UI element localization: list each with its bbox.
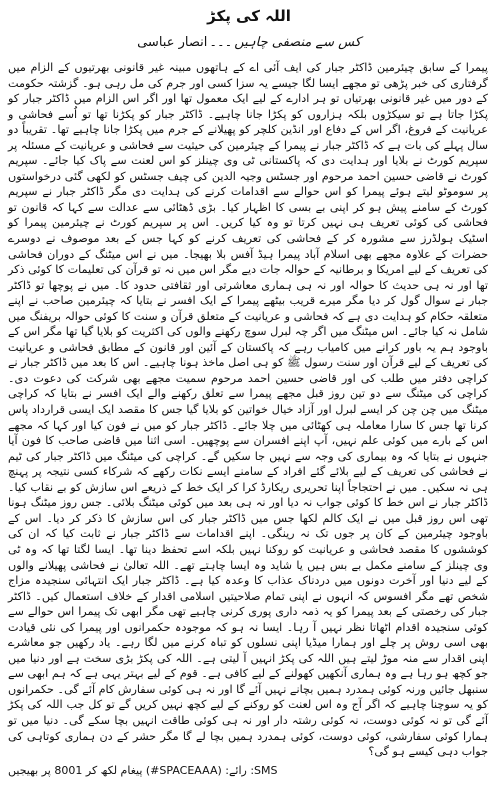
column-subtitle: کس سے منصفی چاہیں	[234, 35, 361, 50]
article-paragraph: پیمرا کے سابق چیئرمین ڈاکٹر جبار کی ایف آئی اے کے ہاتھوں مبینہ غیر قانونی بھرتیوں کے الزام میں گرفتاری کی خبر پڑھی تو مجھے ایسا لگا جیسے یہ سزا کسی اور جرم کی مل رہی ہو۔ گزشتہ حکومت کے دور میں غیر قانونی بھرتیاں تو ہر ادارے کے لیے ایک معمول تھا اور اگر اس الزام میں ڈاکٹر جبار کو پکڑا جاتا ہے تو سیکڑوں بلکہ ہزاروں کو پکڑا جانا چاہیے۔ ڈاکٹر جبار کو پکڑنا تھا تو اُسے فحاشی و عریانیت کے فروغ، اگر اس کے دفاع اور انڈین کلچر کو پھیلانے کے جرم میں پکڑا جانا چاہیے تھا۔ تقریباً دو سال پہلے کی بات ہے کہ ڈاکٹر جبار نے پیمرا کے چیئرمین کی حیثیت سے فحاشی و عریانیت کے مسئلہ پر سپریم کورٹ نے بلایا اور ہدایت دی کہ پاکستانی ٹی وی چینلز کو اس لعنت سے پاک کیا جائے۔ سپریم کورٹ نے قاضی حسین احمد مرحوم اور جسٹس وجیہ الدین کی چیف جسٹس کو لکھی گئی درخواستوں پر سوموٹو لیتے ہوئے پیمرا کو اس حوالے سے اقدامات کرنے کی ہدایت دی مگر ڈاکٹر جبار نے سپریم کورٹ کے سامنے پیش ہو کر اپنی بے بسی کا اظہار کیا۔ بڑی ڈھٹائی سے عدالت سے کہا کہ قانون تو فحاشی کی کوئی تعریف ہی نہیں کرتا تو وہ کیا کریں۔ اس پر سپریم کورٹ نے چیئرمین پیمرا کو اسٹیک ہولڈرز سے مشورہ کر کے فحاشی کی تعریف کرنے کو کہا جس کے بعد موصوف نے دوسرے حضرات کے علاوہ مجھے بھی اسلام آباد پیمرا ہیڈ آفس بلا بھیجا۔ میں نے اس میٹنگ کے دوران فحاشی کی تعریف کے لیے امریکا و برطانیہ کے حوالہ جات دیے مگر اس میں نہ تو قرآن کی تعلیمات کا کوئی ذکر تھا اور نہ ہی حدیث کا حوالہ اور نہ ہی ہماری معاشرتی اور ثقافتی حدود کا۔ میں نے پوچھا تو ڈاکٹر جبار نے سوال گول کر دیا مگر میرے قریب بیٹھے پیمرا کے ایک افسر نے بتایا کہ چیئرمین صاحب نے اپنے متعلقہ حکام کو ہدایت دی ہے کہ فحاشی و عریانیت کے متعلق قرآن و سنت کا کوئی حوالہ بریفنگ میں شامل نہ کیا جائے۔ اس میٹنگ میں اگر چہ لبرل سوچ رکھنے والوں کی اکثریت کو بلایا گیا تھا مگر اس کے باوجود ہم یہ باور کرانے میں کامیاب رہے کہ پاکستان کے آئین اور قانون کے مطابق فحاشی و عریانیت کی تعریف کے لیے قرآن اور سنت رسول ﷺ کو ہی اصل ماخذ ہونا چاہیے۔ اس کا بعد میں ڈاکٹر جبار نے کراچی دفتر میں طلب کی اور قاضی حسین احمد مرحوم سمیت مجھے بھی شرکت کی دعوت دی۔ کراچی کی میٹنگ سے دو تین روز قبل مجھے پیمرا سے تعلق رکھنے والے ایک افسر نے بتایا کہ کراچی میٹنگ میں چن چن کر ایسے لبرل اور آزاد خیال خواتین کو بلایا گیا جس کا مقصد ایک ایسی قرارداد پاس کرنا تھا جس کا سارا معاملہ ہی کھٹائی میں چلا جائے۔ ڈاکٹر جبار کو میں نے فون کیا اور کہا کہ مجھے اس کے بارے میں کوئی علم نہیں، آپ اپنے افسران سے پوچھیں۔ اسی اثنا میں قاضی صاحب کا فون آیا جنہوں نے بتایا کہ وہ بیماری کی وجہ سے نہیں جا سکیں گے۔ کراچی کی میٹنگ میں ڈاکٹر جبار کی ٹیم نے فحاشی کی تعریف کے لیے بلائے گئے افراد کے سامنے ایسے نکات رکھے کہ شرکاء کسی نتیجہ پر پہنچ ہی نہ سکیں۔ میں نے احتجاجاً اپنا تحریری ریکارڈ کرا کر ایک خط کے ذریعے اس سازش کو بے نقاب کیا۔ ڈاکٹر جبار نے اس خط کا کوئی جواب نہ دیا اور نہ ہی بعد میں کوئی میٹنگ بلائی۔ جس روز میٹنگ ہونا تھی اس روز قبل میں نے ایک کالم لکھا جس میں ڈاکٹر جبار کی اس سازش کا ذکر کر دیا۔ اس کے باوجود چیئرمین کے کان پر جوں تک نہ رینگی۔ اپنے اقدامات سے ڈاکٹر جبار نے ثابت کیا کہ ان کی کوششوں کا مقصد فحاشی و عریانیت کو روکنا نہیں بلکہ اسے تحفظ دینا تھا۔ ایسا لگتا تھا کہ وہ ٹی وی چینلز کے سامنے مکمل بے بس ہیں یا شاید وہ ایسا چاہتے تھے۔ اللہ تعالیٰ نے فحاشی پھیلانے والوں کے لیے دنیا اور آخرت دونوں میں دردناک عذاب کا وعدہ کیا ہے۔ ڈاکٹر جبار ایک انتہائی سنجیدہ مزاج شخص تھے مگر افسوس کہ انہوں نے اپنی تمام صلاحیتیں اسلامی اقدار کے خلاف استعمال کیں۔ ڈاکٹر جبار کی رخصتی کے بعد پیمرا کو یہ ذمہ داری پوری کرنی چاہیے تھی مگر ابھی تک پیمرا اس حوالے سے کوئی سنجیدہ اقدام اٹھاتا نظر نہیں آ رہا۔ ایسا نہ ہو کہ موجودہ حکمرانوں اور پیمرا کی نئی قیادت بھی اسی روش پر چلے اور ہمارا میڈیا اپنی نسلوں کو تباہ کرنے میں لگا رہے۔ یاد رکھیں جو معاشرے اپنی اقدار سے منہ موڑ لیتے ہیں اللہ کی پکڑ انہیں آ لیتی ہے۔ اللہ کی پکڑ بڑی سخت ہے اور دنیا میں جو کچھ ہو رہا ہے وہ ہماری آنکھیں کھولنے کے لیے کافی ہے۔ قوم کے لیے بہتر یہی ہے کہ ہم ابھی سے سنبھل جائیں ورنہ کوئی ہمدرد ہمیں بچانے نہیں آئے گا اور نہ ہی کوئی سفارش کام آئے گی۔ حکمرانوں کو یہ سوچنا چاہیے کہ اگر آج وہ اس لعنت کو روکنے کے لیے کچھ نہیں کریں گے تو کل جب اللہ کی پکڑ آئے گی تو نہ کوئی دوست، نہ کوئی رشتہ دار اور نہ ہی کوئی طاقت انہیں بچا سکے گی۔ دنیا میں تو ہمارا کوئی سفارشی، کوئی دوست، کوئی ہمدرد ہمیں بچا لے گا مگر حشر کے دن ہماری کوتاہی کی جواب دہی کیسے ہو گی؟	[8, 61, 488, 759]
sms-feedback-note: SMS: رائے: (SPACEAAA#) پیغام لکھ کر 8001 پر بھیجیں	[8, 764, 278, 777]
author-name: انصار عباسی	[137, 35, 208, 50]
article-body	[8, 60, 488, 760]
byline	[0, 34, 498, 52]
column-title: اللہ کی پکڑ	[207, 7, 291, 25]
byline-separator: ۔۔۔	[209, 35, 233, 50]
